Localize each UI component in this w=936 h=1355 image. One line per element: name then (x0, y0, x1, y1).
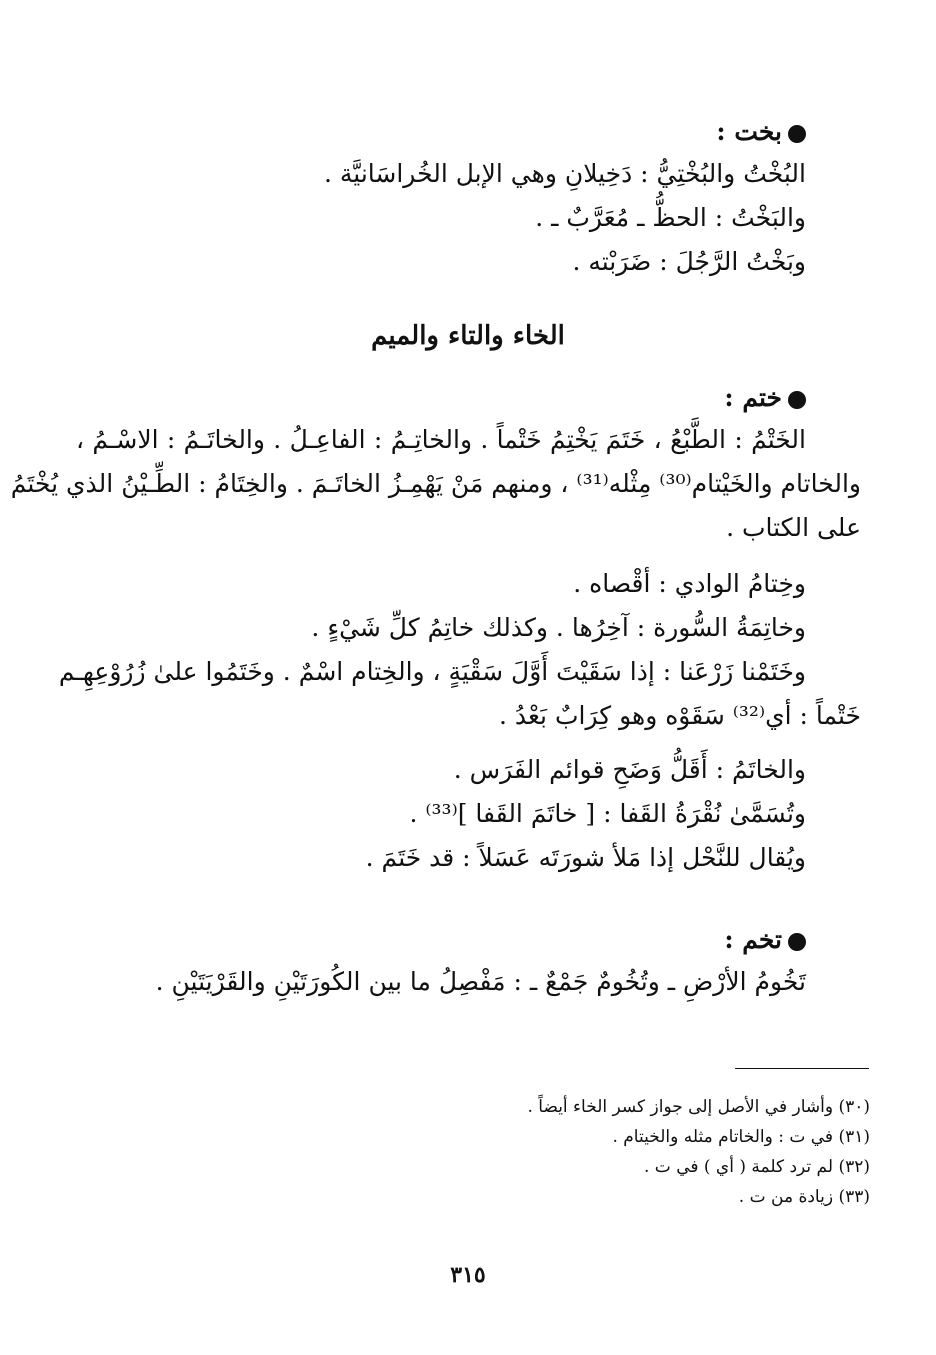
bullet-icon (788, 933, 806, 951)
entry-headword: بخت : (106, 112, 806, 152)
footnote: (٣٠) وأشار في الأصل إلى جواز كسر الخاء أيضاً . (527, 1097, 870, 1117)
footnote: (٣٣) زيادة من ت . (738, 1187, 870, 1207)
entry-khatm (10, 378, 861, 880)
entry-line: والخاتَمُ : أَقَلُّ وَضَحِ قوائم الفَرَس . (453, 755, 806, 784)
page-number: ٣١٥ (450, 1262, 486, 1288)
footnotes (310, 1092, 870, 1212)
entry-line: وخاتِمَةُ السُّورة : آخِرُها . وكذلك خاتِمُ كلِّ شَيْءٍ . (311, 613, 806, 642)
paragraph (10, 418, 861, 550)
bullet-icon (788, 125, 806, 143)
entry-line: وتُسَمَّىٰ نُقْرَةُ القَفا : [ خاتَمَ القَفا ]⁽³³⁾ . (409, 799, 806, 828)
entry-headword: ختم : (76, 378, 806, 418)
entry-headword: تخم : (106, 920, 806, 960)
paragraph (58, 562, 861, 738)
entry-line: ويُقال للنَّحْل إذا مَلأ شورَتَه عَسَلاً : قد خَتَمَ . (365, 843, 806, 872)
footnote: (٣١) في ت : والخاتام مثله والخيتام . (612, 1127, 870, 1147)
entry-line: وخِتامُ الوادي : أقْصاه . (573, 569, 806, 598)
entry-line: وخَتَمْنا زَرْعَنا : إذا سَقَيْتَ أَوَّلَ سَقْيَةٍ ، والخِتام اسْمٌ . وخَتَمُوا علىٰ زُرُوْعِهِـم (58, 657, 806, 686)
entry-line: والبَخْتُ : الحظُّ ـ مُعَرَّبٌ ـ . (535, 203, 806, 232)
section-title: الخاء والتاء والميم (371, 321, 565, 351)
entry-line: والخاتام والخَيْتام⁽³⁰⁾ مِثْله⁽³¹⁾ ، ومنهم مَنْ يَهْمِـزُ الخاتَـمَ . والخِتَامُ : الطِّـيْنُ الذي يُخْتَمُ (10, 469, 861, 498)
paragraph (76, 748, 861, 880)
footnote: (٣٢) لم ترد كلمة ( أي ) في ت . (643, 1157, 870, 1177)
entry-takhm (106, 920, 806, 1004)
footnote-divider (735, 1068, 869, 1069)
entry-line: البُخْتُ والبُخْتِيُّ : دَخِيلانِ وهي الإبل الخُراسَانيَّة . (324, 159, 806, 188)
entry-line: وبَخْتُ الرَّجُلَ : ضَرَبْته . (572, 247, 806, 276)
entry-bakht (106, 112, 806, 284)
entry-line: تَخُومُ الأرْضِ ـ وتُخُومٌ جَمْعٌ ـ : مَفْصِلُ ما بين الكُورَتَيْنِ والقَرْيَتَيْنِ . (155, 967, 806, 996)
entry-line: على الكتاب . (726, 513, 861, 542)
entry-line: خَتْماً : أي⁽³²⁾ سَقَوْه وهو كِرَابٌ بَعْدُ . (498, 701, 861, 730)
bullet-icon (788, 391, 806, 409)
entry-line: الخَتْمُ : الطَّبْعُ ، خَتَمَ يَخْتِمُ خَتْماً . والخاتِـمُ : الفاعِـلُ . والخاتَـمُ : الاسْـمُ ، (76, 425, 806, 454)
